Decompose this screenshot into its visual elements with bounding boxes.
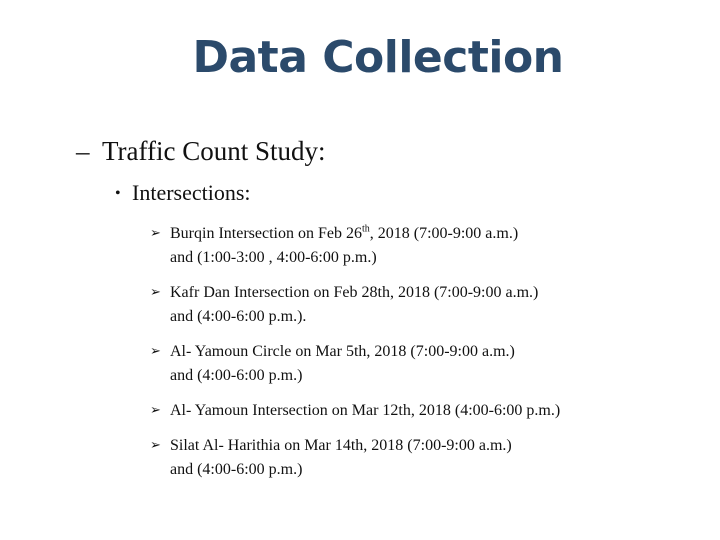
item-line2: and (4:00-6:00 p.m.) xyxy=(170,461,303,478)
item-text: Burqin Intersection on Feb 26 xyxy=(170,225,362,242)
arrow-bullet-icon: ➢ xyxy=(150,226,161,241)
item-line1: Kafr Dan Intersection on Feb 28th, 2018 (7:00-9:00 a.m.) xyxy=(170,284,539,301)
list-item-burqin xyxy=(150,222,710,270)
arrow-bullet-icon: ➢ xyxy=(150,403,161,418)
list-item-al-yamoun-intersection xyxy=(150,399,710,423)
item-line1 xyxy=(170,225,518,242)
list-item-al-yamoun-circle xyxy=(150,340,710,388)
subheading-intersections xyxy=(115,180,251,206)
heading-text: Traffic Count Study: xyxy=(102,136,326,166)
arrow-bullet-icon: ➢ xyxy=(150,344,161,359)
arrow-bullet-icon: ➢ xyxy=(150,285,161,300)
item-line1: Silat Al- Harithia on Mar 14th, 2018 (7:00-9:00 a.m.) xyxy=(170,437,512,454)
dash-marker: – xyxy=(76,136,90,166)
item-line1: Al- Yamoun Circle on Mar 5th, 2018 (7:00-9:00 a.m.) xyxy=(170,343,515,360)
list-item-silat-al-harithia xyxy=(150,434,710,482)
item-line2: and (4:00-6:00 p.m.) xyxy=(170,367,303,384)
arrow-bullet-icon: ➢ xyxy=(150,438,161,453)
item-line1: Al- Yamoun Intersection on Mar 12th, 2018 (4:00-6:00 p.m.) xyxy=(170,402,561,419)
item-line2: and (1:00-3:00 , 4:00-6:00 p.m.) xyxy=(170,249,377,266)
bullet-marker: • xyxy=(115,185,121,202)
ordinal-suffix: th xyxy=(361,223,370,235)
intersection-list xyxy=(150,222,710,493)
heading-traffic-count-study xyxy=(76,136,326,167)
subheading-text: Intersections: xyxy=(132,180,251,205)
item-line2: and (4:00-6:00 p.m.). xyxy=(170,308,307,325)
list-item-kafr-dan xyxy=(150,281,710,329)
item-text-cont: , 2018 (7:00-9:00 a.m.) xyxy=(369,225,519,242)
slide-title: Data Collection xyxy=(192,32,564,83)
